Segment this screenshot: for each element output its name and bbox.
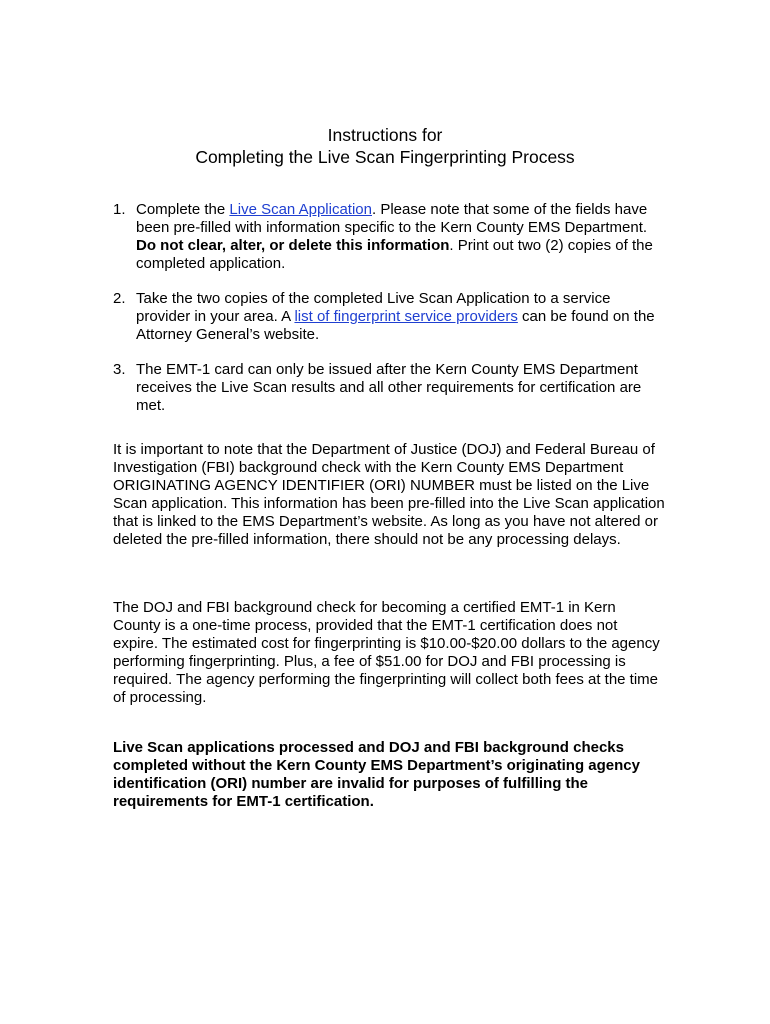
step-text: The EMT-1 card can only be issued after the Kern County EMS Department receives the Live Scan results and all other requirements for certification are met. bbox=[136, 361, 642, 414]
step-number: 2. bbox=[113, 290, 126, 307]
doj-fbi-paragraph: It is important to note that the Department of Justice (DOJ) and Federal Bureau of Investigation (FBI) background check with the Kern County EMS Department ORIGINATING AGENCY IDENTIFIER (ORI) NUMBER must be listed on the Live Scan application. This information has been pre-filled into the Live Scan application that is linked to the EMS Department’s website. As long as you have not altered or deleted the pre-filled information, there should not be any processing delays. bbox=[113, 441, 665, 548]
step-number: 3. bbox=[113, 361, 126, 378]
fingerprint-providers-link[interactable]: list of fingerprint service providers bbox=[294, 308, 518, 325]
step-warning-text: Do not clear, alter, or delete this information bbox=[136, 237, 450, 254]
step-2 bbox=[113, 290, 663, 344]
live-scan-application-link[interactable]: Live Scan Application bbox=[229, 201, 372, 218]
step-number: 1. bbox=[113, 201, 126, 218]
title-line-1: Instructions for bbox=[327, 125, 443, 145]
cost-paragraph: The DOJ and FBI background check for becoming a certified EMT-1 in Kern County is a one-time process, provided that the EMT-1 certification does not expire. The estimated cost for fingerprinting is $10.00-$20.00 dollars to the agency performing fingerprinting. Plus, a fee of $51.00 for DOJ and FBI processing is required. The agency performing the fingerprinting will collect both fees at the time of processing. bbox=[113, 599, 660, 706]
step-text: . Print out two (2) copies of the completed application. bbox=[136, 237, 653, 272]
step-text: Take the two copies of the completed Live Scan Application to a service provider in your area. A bbox=[136, 290, 611, 325]
step-1 bbox=[113, 201, 663, 273]
step-text: . Please note that some of the fields have been pre-filled with information specific to the Kern County EMS Department. bbox=[136, 201, 648, 236]
step-text: Complete the bbox=[136, 201, 230, 218]
document-title bbox=[0, 124, 770, 168]
title-line-2: Completing the Live Scan Fingerprinting Process bbox=[195, 147, 575, 167]
warning-paragraph: Live Scan applications processed and DOJ and FBI background checks completed without the Kern County EMS Department’s originating agency identification (ORI) number are invalid for purposes of fulfilling the requirements for EMT-1 certification. bbox=[113, 739, 640, 810]
instruction-steps bbox=[113, 201, 663, 432]
step-text: can be found on the Attorney General’s website. bbox=[136, 308, 655, 343]
step-3 bbox=[113, 361, 663, 415]
